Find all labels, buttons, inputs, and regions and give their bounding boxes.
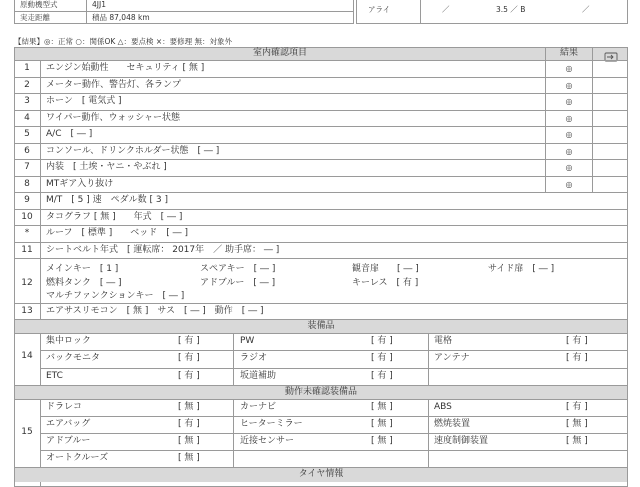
row-number: 1 [24, 63, 30, 73]
row-number: 4 [24, 112, 30, 123]
row-number: 12 [21, 278, 33, 288]
alignment-sep-1: ／ [442, 5, 450, 14]
unconfirmed-item-value: [ 無 ] [178, 436, 200, 446]
result-mark: ◎ [565, 64, 573, 73]
alignment-sep-2: ／ [582, 5, 590, 14]
row-number: 13 [21, 306, 33, 316]
unconfirmed-item-name: 速度制御装置 [434, 436, 489, 446]
unconfirmed-section-title: 動作未確認装備品 [284, 387, 357, 397]
row-number: 2 [24, 79, 30, 90]
unconfirmed-item-value: [ 無 ] [178, 402, 200, 412]
equipment-item-value: [ 有 ] [178, 370, 200, 381]
row-number: 6 [24, 145, 30, 156]
unconfirmed-item-name: ヒーターミラー [240, 419, 303, 429]
unconfirmed-item-value: [ 無 ] [371, 402, 393, 412]
row-number: 9 [24, 195, 30, 205]
equipment-item-name: ラジオ [240, 353, 268, 364]
vehicle-info-box [14, 0, 354, 24]
row-number: 11 [21, 244, 33, 255]
main-key: メインキー [ 1 ] [46, 264, 119, 274]
row-number: 3 [24, 96, 30, 106]
equipment-item-name: ETC [46, 370, 63, 381]
result-mark: ◎ [565, 113, 573, 123]
unconfirmed-item-value: [ 無 ] [371, 419, 393, 429]
interior-item-text: エンジン始動性 セキュリティ [ 無 ] [46, 63, 205, 73]
tire-section-title: タイヤ情報 [298, 469, 344, 479]
interior-section-title: 室内確認項目 [252, 48, 307, 58]
interior-item-text: M/T [ 5 ] 速 ペダル数 [ 3 ] [46, 195, 168, 205]
equipment-item-name: アンテナ [434, 353, 470, 364]
equipment-item-value: [ 有 ] [178, 353, 200, 364]
interior-item-text: メーター動作、警告灯、各ランプ [46, 79, 182, 90]
unconfirmed-item-name: オートクルーズ [46, 453, 109, 463]
unconfirmed-item-name: 近接センサー [240, 436, 295, 446]
alignment-label: アライ [368, 5, 391, 14]
mileage-label: 実走距離 [20, 13, 50, 22]
interior-item-text: MTギア入り抜け [46, 178, 114, 189]
equipment-item-value: [ 有 ] [178, 336, 200, 346]
equipment-item-value: [ 有 ] [371, 370, 393, 381]
result-mark: ◎ [565, 146, 573, 156]
stamp-icon [594, 48, 627, 60]
interior-item-text: コンソール、ドリンクホルダー状態 [ ― ] [46, 145, 220, 156]
row-number: * [24, 228, 30, 238]
row-number: 5 [24, 129, 30, 139]
equipment-item-name: 坂道補助 [240, 370, 277, 381]
unconfirmed-item-value: [ 有 ] [566, 402, 588, 412]
interior-item-text: タコグラフ [ 無 ] 年式 [ ― ] [46, 211, 183, 222]
equipment-item-value: [ 有 ] [566, 336, 588, 346]
equipment-item-name: 集中ロック [46, 336, 91, 346]
equipment-item-value: [ 有 ] [371, 336, 393, 346]
equipment-item-value: [ 有 ] [566, 353, 588, 364]
result-mark: ◎ [565, 80, 573, 90]
equipment-item-name: 電格 [434, 336, 453, 346]
unconfirmed-item-name: アドブルー [46, 436, 91, 446]
row-number: 10 [21, 211, 33, 222]
unconfirmed-item-value: [ 無 ] [371, 436, 393, 446]
unconfirmed-item-name: カーナビ [240, 402, 277, 412]
equipment-item-value: [ 有 ] [371, 353, 393, 364]
result-mark: ◎ [565, 179, 573, 189]
interior-item-text: ホーン [ 電気式 ] [46, 96, 122, 106]
mileage-value: 積品 87,048 km [92, 13, 150, 22]
unconfirmed-item-name: ABS [434, 402, 452, 412]
result-mark: ◎ [565, 163, 573, 172]
result-mark: ◎ [565, 130, 573, 139]
rear-door: 観音扉 [ ― ] [352, 264, 419, 274]
unconfirmed-item-value: [ 無 ] [566, 436, 588, 446]
result-mark: ◎ [565, 97, 573, 106]
unconfirmed-item-name: 燃焼装置 [434, 419, 471, 429]
row-number: 14 [21, 351, 33, 361]
equipment-item-name: バックモニタ [46, 353, 101, 364]
engine-type-value: 4JJ1 [92, 0, 106, 9]
equipment-item-name: PW [240, 336, 255, 346]
result-column-header: 結果 [559, 48, 578, 58]
spare-key: スペアキー [ ― ] [200, 264, 276, 274]
interior-item-text: A/C [ ― ] [46, 129, 93, 139]
air-suspension-remote: エアサスリモコン [ 無 ] サス [ ― ] 動作 [ ― ] [46, 306, 264, 316]
interior-item-text: シートベルト年式 [ 運転席： 2017年 ／ 助手席： ― ] [46, 244, 280, 255]
interior-item-text: ルーフ [ 標準 ] ベッド [ ― ] [46, 228, 189, 238]
keyless: キーレス [ 有 ] [352, 278, 419, 288]
multifunction-key: マルチファンクションキー [ ― ] [46, 291, 185, 301]
interior-item-text: ワイパー動作、ウォッシャー状態 [46, 112, 181, 123]
unconfirmed-item-name: エアバッグ [46, 419, 91, 429]
unconfirmed-item-value: [ 無 ] [178, 453, 200, 463]
unconfirmed-item-value: [ 無 ] [566, 419, 588, 429]
equipment-section-title: 装備品 [307, 321, 335, 331]
result-legend: 【結果】◎：正常 ○：関係OK △：要点検 ×：要修理 無：対象外 [14, 37, 232, 46]
alignment-value: 3.5 ／ B [496, 5, 526, 14]
unconfirmed-item-value: [ 有 ] [178, 419, 200, 429]
engine-type-label: 原動機型式 [20, 0, 58, 9]
row-number: 7 [24, 162, 30, 172]
row-number: 8 [24, 178, 30, 189]
interior-item-text: 内装 [ 土埃・ヤニ・やぶれ ] [46, 162, 167, 172]
row-number: 15 [21, 427, 33, 437]
unconfirmed-item-name: ドラレコ [46, 402, 83, 412]
fuel-tank: 燃料タンク [ ― ] [46, 278, 122, 288]
side-door: サイド扉 [ ― ] [488, 264, 555, 274]
adblue: アドブルー [ ― ] [200, 278, 276, 288]
